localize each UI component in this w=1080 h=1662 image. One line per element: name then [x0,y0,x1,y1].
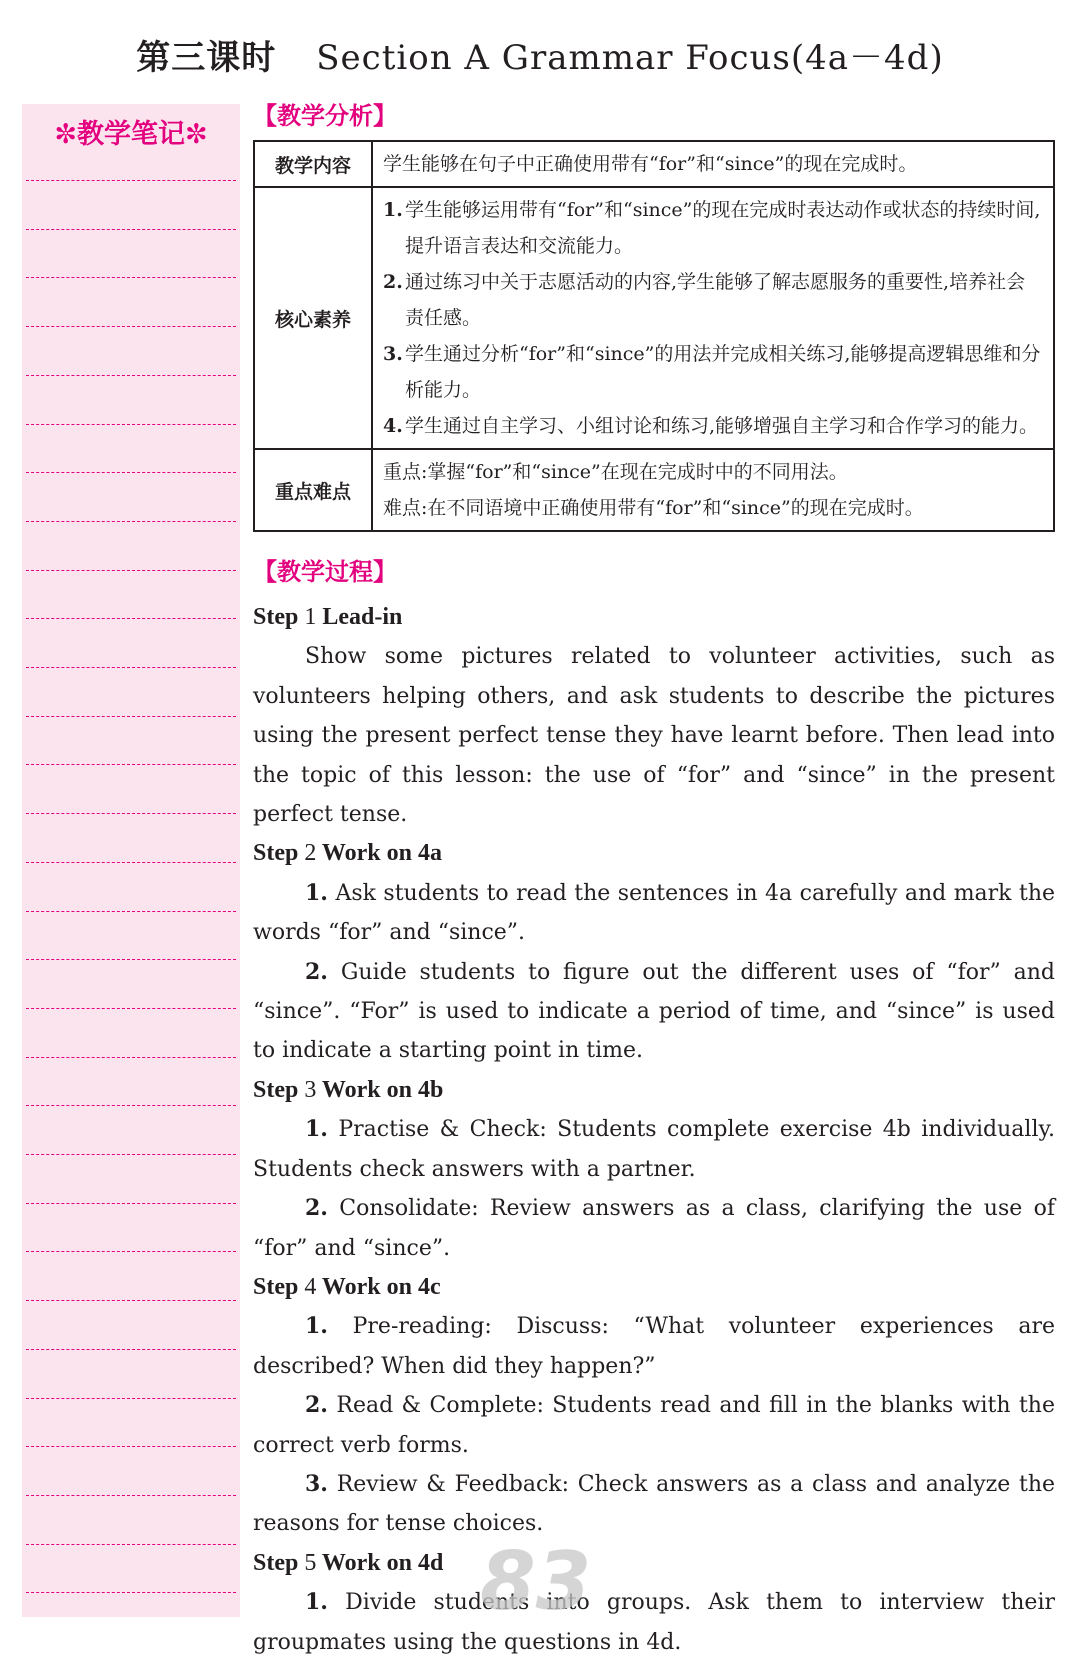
paragraph-text: Consolidate: Review answers as a class, clarifying the use of “for” and “since”. [253,1196,1055,1261]
note-line [26,1349,236,1350]
table-row [254,141,1054,187]
item-text: 学生通过自主学习、小组讨论和练习,能够增强自主学习和合作学习的能力。 [405,415,1039,437]
note-line [26,180,236,181]
item-number: 2. [305,958,328,985]
step-heading [253,834,1055,873]
row-content: 学生能够在句子中正确使用带有“for”和“since”的现在完成时。 [372,141,1054,187]
step-number: 5 [304,1549,317,1576]
row-label: 教学内容 [254,141,372,187]
list-item [383,264,1043,336]
step-title: Lead-in [322,604,403,630]
step-word: Step [253,1549,299,1576]
lesson-title: Section A Grammar Focus(4a－4d) [316,38,944,78]
key-point: 重点:掌握“for”和“since”在现在完成时中的不同用法。 [383,461,848,483]
note-line [26,1057,236,1058]
step-paragraph [253,1386,1055,1465]
list-item [383,336,1043,408]
item-number: 1. [305,1116,328,1143]
item-number: 1. [305,1313,328,1340]
paragraph-text: Pre-reading: Discuss: “What volunteer experiences are described? When did they happen?” [253,1314,1056,1379]
step-heading [253,1268,1055,1307]
step-title: Work on 4a [321,840,442,867]
note-line [26,521,236,522]
lesson-label: 第三课时 [136,38,277,78]
item-number: 1. [305,879,328,906]
table-row [254,449,1054,531]
note-line [26,618,236,619]
note-line [26,375,236,376]
step-paragraph [253,1583,1055,1662]
process-heading: 【教学过程】 [253,558,397,586]
step-number: 4 [304,1273,317,1300]
note-line [26,424,236,425]
step-title: Work on 4d [321,1549,444,1576]
note-line [26,570,236,571]
paragraph-text: Show some pictures related to volunteer activities, such as volunteers helping others, and ask students to describe the pictures using the present perfect tense they have learnt before. Then lead into the topic of this lesson: the use of “for” and “since” in the present perfect tense. [253,644,1055,828]
item-number: 2. [383,271,403,293]
step-number: 2 [304,840,317,867]
page-number: 83 [480,1535,592,1628]
note-line [26,959,236,960]
item-text: 学生能够运用带有“for”和“since”的现在完成时表达动作或状态的持续时间,提升语言表达和交流能力。 [405,199,1041,257]
note-line [26,1251,236,1252]
note-line [26,667,236,668]
note-line [26,1495,236,1496]
step-paragraph [253,1110,1055,1189]
note-line [26,1008,236,1009]
item-number: 3. [383,343,403,365]
note-line [26,716,236,717]
paragraph-text: Ask students to read the sentences in 4a carefully and mark the words “for” and “since”. [253,880,1056,946]
teaching-process [253,598,1055,1662]
note-line [26,1300,236,1301]
note-line [26,1592,236,1593]
paragraph-text: Review & Feedback: Check answers as a class and analyze the reasons for tense choices. [253,1471,1056,1537]
step-paragraph [253,637,1055,834]
step-heading [253,598,1055,637]
table-row [254,187,1054,449]
paragraph-text: Read & Complete: Students read and fill in the blanks with the correct verb forms. [253,1393,1055,1458]
note-line [26,1203,236,1204]
step-word: Step [253,1076,299,1103]
step-number: 1 [304,604,317,630]
notes-column [22,104,240,1617]
item-number: 2. [305,1392,328,1419]
item-number: 1. [305,1589,328,1616]
note-line [26,911,236,912]
note-line [26,229,236,230]
note-line [26,1154,236,1155]
step-title: Work on 4b [321,1076,444,1103]
note-line [26,1105,236,1106]
note-line [26,1544,236,1545]
row-content [372,449,1054,531]
step-heading [253,1071,1055,1110]
paragraph-text: Guide students to figure out the different uses of “for” and “since”. “For” is used to indicate a period of time, and “since” is used to indicate a starting point in time. [253,959,1055,1064]
step-word: Step [253,604,299,630]
step-paragraph [253,874,1055,953]
item-text: 通过练习中关于志愿活动的内容,学生能够了解志愿服务的重要性,培养社会责任感。 [405,271,1026,329]
paragraph-text: Divide students into groups. Ask them to interview their groupmates using the questions in 4d. [253,1590,1055,1655]
step-paragraph [253,1465,1055,1544]
note-line [26,326,236,327]
item-number: 4. [383,415,403,437]
item-number: 2. [305,1195,328,1222]
step-number: 3 [304,1076,317,1103]
note-line [26,1398,236,1399]
analysis-heading: 【教学分析】 [253,102,397,130]
step-word: Step [253,840,299,867]
note-line [26,813,236,814]
note-line [26,1446,236,1447]
step-word: Step [253,1273,299,1300]
row-label: 重点难点 [254,449,372,531]
step-title: Work on 4c [321,1273,441,1300]
list-item [383,408,1043,444]
item-text: 学生通过分析“for”和“since”的用法并完成相关练习,能够提高逻辑思维和分析能力。 [405,343,1041,401]
page-header [0,30,1080,79]
item-number: 1. [383,199,403,221]
list-item [383,192,1043,264]
analysis-table [253,140,1055,532]
step-paragraph [253,953,1055,1071]
step-paragraph [253,1189,1055,1268]
note-line [26,277,236,278]
note-line [26,764,236,765]
item-number: 3. [305,1470,328,1497]
step-paragraph [253,1307,1055,1386]
note-line [26,472,236,473]
paragraph-text: Practise & Check: Students complete exercise 4b individually. Students check answers with a partner. [253,1117,1055,1182]
difficult-point: 难点:在不同语境中正确使用带有“for”和“since”的现在完成时。 [383,497,924,519]
note-line [26,862,236,863]
notes-title: ✼教学笔记✼ [54,119,208,150]
step-heading [253,1544,1055,1583]
row-label: 核心素养 [254,187,372,449]
row-content [372,187,1054,449]
